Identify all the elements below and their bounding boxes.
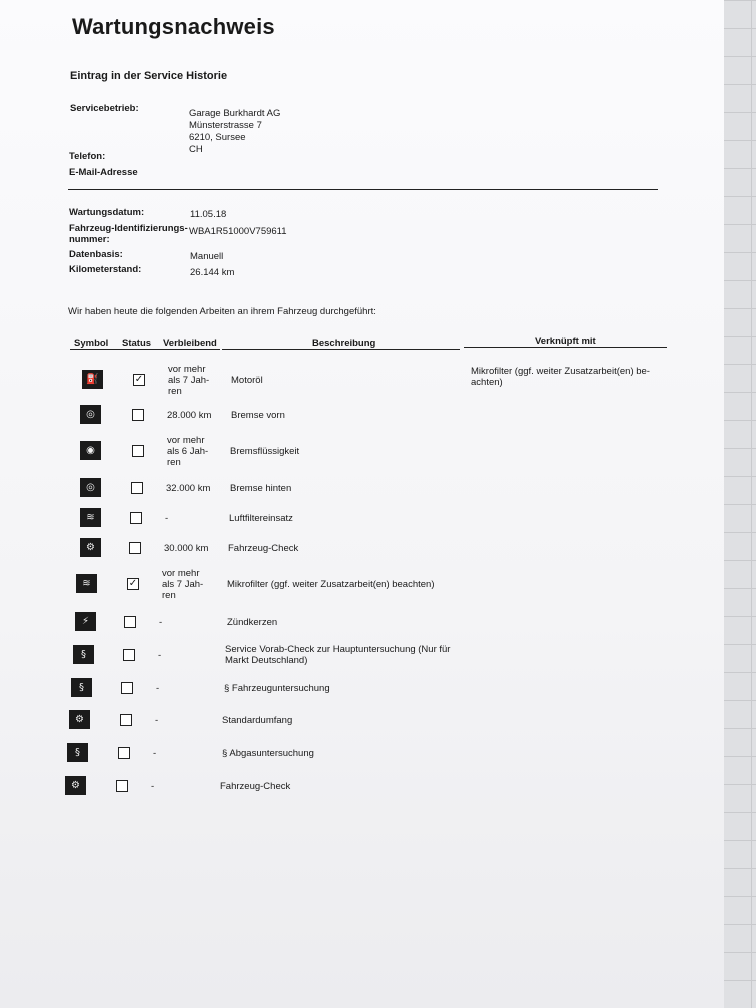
- linked-cell-line: Mikrofilter (ggf. weiter Zusatzarbeit(en) be-: [471, 366, 650, 377]
- col-header-status: Status: [122, 338, 152, 349]
- air-filter-icon: ≋: [80, 508, 101, 527]
- description-cell-line: Zündkerzen: [227, 616, 278, 628]
- remaining-cell: [153, 748, 156, 759]
- remaining-cell-line: ren: [167, 456, 181, 468]
- description-cell: [224, 683, 330, 694]
- description-cell: [231, 410, 285, 421]
- km-label: Kilometerstand:: [69, 264, 142, 275]
- col-header-remaining: Verbleibend: [163, 338, 217, 349]
- vehicle-check-icon: ⚙: [65, 776, 86, 795]
- description-cell: [227, 579, 435, 590]
- remaining-cell-line: -: [153, 747, 157, 759]
- remaining-cell: [166, 483, 210, 494]
- description-cell-line: Fahrzeug-Check: [220, 780, 291, 792]
- description-cell: [225, 644, 450, 666]
- status-checkbox[interactable]: [116, 780, 128, 792]
- microfilter-icon: ≋: [76, 574, 97, 593]
- description-cell: [231, 375, 263, 386]
- page-title: Wartungsnachweis: [72, 14, 275, 39]
- status-checkbox[interactable]: [130, 512, 142, 524]
- description-cell-line: Bremse vorn: [231, 409, 285, 421]
- status-checkbox[interactable]: [131, 482, 143, 494]
- remaining-cell: [151, 781, 154, 792]
- dealer-line: Garage Burkhardt AG: [189, 108, 281, 119]
- remaining-cell-line: -: [159, 616, 163, 628]
- remaining-cell-line: -: [155, 714, 159, 726]
- vin-label-line: Fahrzeug-Identifizierungs-: [69, 223, 188, 234]
- col-header-symbol: Symbol: [74, 338, 109, 349]
- remaining-cell: [159, 617, 162, 628]
- description-cell-line: Standardumfang: [222, 714, 293, 726]
- col-header-linked: Verknüpft mit: [535, 336, 596, 347]
- remaining-cell-line: -: [158, 649, 162, 661]
- brake-front-icon: ◎: [80, 405, 101, 424]
- description-cell-line: § Fahrzeuguntersuchung: [224, 682, 330, 694]
- km-value: 26.144 km: [190, 267, 235, 278]
- vehicle-check-icon: ⚙: [80, 538, 101, 557]
- remaining-cell-line: ren: [162, 589, 176, 601]
- vin-label: [69, 223, 188, 245]
- remaining-cell: [168, 364, 209, 397]
- divider: [68, 189, 658, 190]
- description-cell: [230, 483, 291, 494]
- remaining-cell: [162, 568, 203, 601]
- description-cell: [227, 617, 277, 628]
- header-rule: [222, 349, 460, 350]
- description-cell-line: Fahrzeug-Check: [228, 542, 299, 554]
- remaining-cell-line: als 7 Jah-: [162, 578, 204, 590]
- remaining-cell: [165, 513, 168, 524]
- brake-fluid-icon: ◉: [80, 441, 101, 460]
- status-checkbox[interactable]: [120, 714, 132, 726]
- status-checkbox[interactable]: [123, 649, 135, 661]
- status-checkbox[interactable]: [132, 445, 144, 457]
- linked-cell-line: achten): [471, 377, 503, 388]
- status-checkbox[interactable]: [129, 542, 141, 554]
- status-checkbox[interactable]: ✓: [134, 374, 144, 385]
- remaining-cell-line: ren: [168, 385, 182, 397]
- standard-scope-icon: ⚙: [69, 710, 90, 729]
- section-subtitle: Eintrag in der Service Historie: [70, 70, 228, 82]
- remaining-cell: [156, 683, 159, 694]
- col-header-description: Beschreibung: [312, 338, 376, 349]
- dealer-line: CH: [189, 144, 203, 155]
- description-cell: [222, 748, 314, 759]
- remaining-cell-line: -: [165, 512, 169, 524]
- remaining-cell-line: vor mehr: [167, 434, 205, 446]
- emissions-test-icon: §: [67, 743, 88, 762]
- remaining-cell: [164, 543, 208, 554]
- description-cell-line: Luftfiltereinsatz: [229, 512, 293, 524]
- vin-label-line: nummer:: [69, 234, 110, 245]
- description-cell-line: Markt Deutschland): [225, 655, 308, 666]
- remaining-cell: [158, 650, 161, 661]
- description-cell-line: Bremse hinten: [230, 482, 292, 494]
- remaining-cell-line: als 6 Jah-: [167, 445, 209, 457]
- description-cell: [222, 715, 292, 726]
- status-checkbox[interactable]: ✓: [128, 578, 138, 589]
- remaining-cell-line: als 7 Jah-: [168, 374, 210, 386]
- description-cell: [220, 781, 290, 792]
- background-edge: [724, 0, 756, 1008]
- status-checkbox[interactable]: [121, 682, 133, 694]
- remaining-cell-line: 32.000 km: [166, 482, 211, 494]
- dealer-line: 6210, Sursee: [189, 132, 246, 143]
- header-rule: [464, 347, 667, 348]
- remaining-cell: [167, 435, 208, 468]
- remaining-cell-line: 28.000 km: [167, 409, 212, 421]
- dealer-line: Münsterstrasse 7: [189, 120, 262, 131]
- oil-can-icon: ⛽: [82, 370, 103, 389]
- description-cell-line: § Abgasuntersuchung: [222, 747, 314, 759]
- vehicle-inspection-icon: §: [71, 678, 92, 697]
- remaining-cell-line: -: [151, 780, 155, 792]
- status-checkbox[interactable]: [132, 409, 144, 421]
- remaining-cell-line: vor mehr: [162, 567, 200, 579]
- vin-value: WBA1R51000V759611: [189, 226, 287, 237]
- description-cell: [230, 446, 299, 457]
- phone-label: Telefon:: [69, 151, 106, 162]
- remaining-cell-line: vor mehr: [168, 363, 206, 375]
- remaining-cell: [155, 715, 158, 726]
- brake-rear-icon: ◎: [80, 478, 101, 497]
- remaining-cell: [167, 410, 211, 421]
- source-label: Datenbasis:: [69, 249, 123, 260]
- date-label: Wartungsdatum:: [69, 207, 145, 218]
- description-cell-line: Service Vorab-Check zur Hauptuntersuchung (Nur für: [225, 644, 451, 655]
- date-value: 11.05.18: [190, 209, 227, 220]
- source-value: Manuell: [190, 251, 224, 262]
- description-cell: [229, 513, 293, 524]
- email-label: E-Mail-Adresse: [69, 167, 138, 178]
- status-checkbox[interactable]: [124, 616, 136, 628]
- header-rule: [70, 349, 220, 350]
- description-cell-line: Bremsflüssigkeit: [230, 445, 300, 457]
- work-intro: Wir haben heute die folgenden Arbeiten an ihrem Fahrzeug durchgeführt:: [68, 306, 376, 317]
- description-cell-line: Motoröl: [231, 374, 263, 386]
- linked-cell: [471, 366, 650, 388]
- dealer-label: Servicebetrieb:: [70, 103, 139, 114]
- description-cell: [228, 543, 298, 554]
- spark-plug-icon: ⚡: [75, 612, 96, 631]
- remaining-cell-line: 30.000 km: [164, 542, 209, 554]
- remaining-cell-line: -: [156, 682, 160, 694]
- status-checkbox[interactable]: [118, 747, 130, 759]
- description-cell-line: Mikrofilter (ggf. weiter Zusatzarbeit(en) beachten): [227, 578, 435, 590]
- pre-inspection-icon: §: [73, 645, 94, 664]
- dealer-address: [189, 108, 280, 156]
